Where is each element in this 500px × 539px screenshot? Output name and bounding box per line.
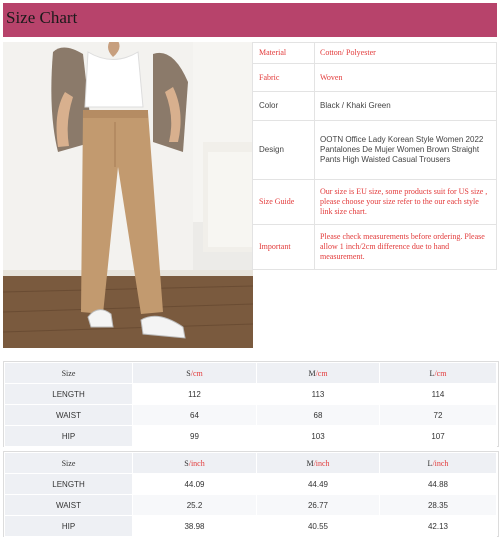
info-row-color bbox=[253, 92, 497, 121]
info-label: Size Guide bbox=[253, 180, 315, 225]
info-row-design bbox=[253, 121, 497, 180]
table-row bbox=[5, 426, 497, 447]
cell-l: 44.88 bbox=[380, 474, 497, 495]
info-value: Please check measurements before ordering. Please allow 1 inch/2cm difference due to hand measurement. bbox=[315, 225, 497, 270]
row-label: HIP bbox=[5, 426, 133, 447]
cell-m: 26.77 bbox=[257, 495, 380, 516]
cell-l: 114 bbox=[380, 384, 497, 405]
inch-size-table bbox=[4, 452, 497, 537]
size-m-header: M/cm bbox=[257, 363, 380, 384]
size-header: Size bbox=[5, 453, 133, 474]
cell-s: 64 bbox=[133, 405, 257, 426]
table-row bbox=[5, 474, 497, 495]
info-row-fabric bbox=[253, 64, 497, 92]
size-header: Size bbox=[5, 363, 133, 384]
cell-m: 40.55 bbox=[257, 516, 380, 537]
cell-s: 99 bbox=[133, 426, 257, 447]
size-chart-title: Size Chart bbox=[6, 8, 78, 27]
table-row bbox=[5, 516, 497, 537]
cell-l: 72 bbox=[380, 405, 497, 426]
info-row-important bbox=[253, 225, 497, 270]
product-info-table bbox=[252, 42, 497, 270]
row-label: HIP bbox=[5, 516, 133, 537]
cell-m: 103 bbox=[257, 426, 380, 447]
cell-m: 44.49 bbox=[257, 474, 380, 495]
cell-s: 112 bbox=[133, 384, 257, 405]
row-label: LENGTH bbox=[5, 474, 133, 495]
cm-header-row bbox=[5, 363, 497, 384]
cell-l: 42.13 bbox=[380, 516, 497, 537]
cell-m: 113 bbox=[257, 384, 380, 405]
cm-size-table bbox=[4, 362, 497, 447]
cell-s: 25.2 bbox=[133, 495, 257, 516]
product-photo bbox=[3, 42, 253, 348]
info-value: Our size is EU size, some products suit for US size , please choose your size refer to the our each style link size chart. bbox=[315, 180, 497, 225]
info-row-material bbox=[253, 43, 497, 64]
size-s-header: S/cm bbox=[133, 363, 257, 384]
cell-l: 107 bbox=[380, 426, 497, 447]
info-row-size-guide bbox=[253, 180, 497, 225]
size-l-header: L/cm bbox=[380, 363, 497, 384]
size-chart-header bbox=[3, 3, 497, 37]
row-label: LENGTH bbox=[5, 384, 133, 405]
row-label: WAIST bbox=[5, 495, 133, 516]
info-label: Fabric bbox=[253, 64, 315, 92]
size-l-header: L/inch bbox=[380, 453, 497, 474]
table-row bbox=[5, 405, 497, 426]
size-m-header: M/inch bbox=[257, 453, 380, 474]
size-s-header: S/inch bbox=[133, 453, 257, 474]
cell-s: 44.09 bbox=[133, 474, 257, 495]
info-label: Material bbox=[253, 43, 315, 64]
info-value: Black / Khaki Green bbox=[315, 92, 497, 121]
model-illustration bbox=[3, 42, 253, 348]
inch-header-row bbox=[5, 453, 497, 474]
info-label: Design bbox=[253, 121, 315, 180]
cell-m: 68 bbox=[257, 405, 380, 426]
info-value: OOTN Office Lady Korean Style Women 2022 Pantalones De Mujer Women Brown Straight Pants High Waisted Casual Trousers bbox=[315, 121, 497, 180]
table-row bbox=[5, 495, 497, 516]
cell-l: 28.35 bbox=[380, 495, 497, 516]
info-value: Cotton/ Polyester bbox=[315, 43, 497, 64]
info-value: Woven bbox=[315, 64, 497, 92]
row-label: WAIST bbox=[5, 405, 133, 426]
info-label: Color bbox=[253, 92, 315, 121]
cell-s: 38.98 bbox=[133, 516, 257, 537]
info-label: Important bbox=[253, 225, 315, 270]
table-row bbox=[5, 384, 497, 405]
